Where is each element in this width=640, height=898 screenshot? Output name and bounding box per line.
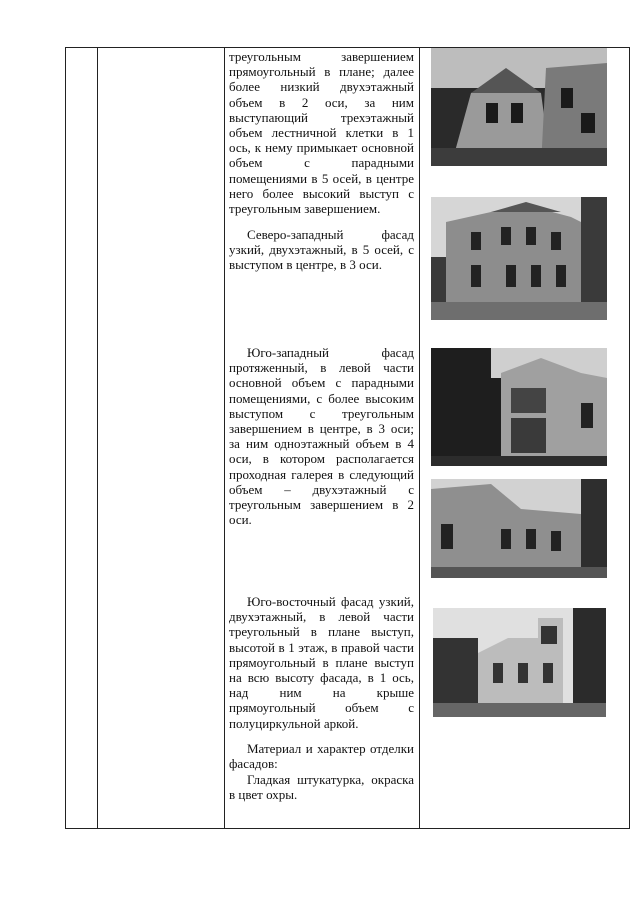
facade-paragraph-material-value: Гладкая штукатурка, окраска в цвет охры. bbox=[229, 772, 414, 803]
table-col-border-4 bbox=[419, 47, 420, 829]
facade-paragraph-continuation: треугольным завершением прямоугольный в плане; далее более низкий двухэтажный объем в 2 оси, за ним выступающий трехэтажный объем лестничной клетки в 1 ось, к нему примыкает основной объем с парадными помещениями в 5 осей, в центре него более высокий выступ с треугольным завершением. bbox=[229, 49, 414, 217]
facade-photo-5 bbox=[433, 608, 606, 717]
facade-paragraph-northwest: Северо-западный фасад узкий, двухэтажный, в 5 осей, с выступом в центре, в 3 оси. bbox=[229, 227, 414, 273]
table-bottom-border bbox=[65, 828, 630, 829]
table-col-border-1 bbox=[65, 47, 66, 829]
facade-paragraph-southwest: Юго-западный фасад протяженный, в левой части основной объем с парадными помещениями, с более высоким выступом с треугольным завершением в центре, в 3 оси; за ним одноэтажный объем в 4 оси, в котором располагается проходная галерея в следующий объем – двухэтажный с треугольным завершением в 2 оси. bbox=[229, 345, 414, 528]
facade-photo-2 bbox=[431, 197, 607, 320]
facade-photo-1 bbox=[431, 48, 607, 166]
table-col-border-5 bbox=[629, 47, 630, 829]
facade-paragraph-material-label: Материал и характер отделки фасадов: bbox=[229, 741, 414, 772]
facade-photo-3 bbox=[431, 348, 607, 466]
facade-paragraph-southeast: Юго-восточный фасад узкий, двухэтажный, в левой части треугольный в плане выступ, высотой в 1 этаж, в правой части прямоугольный в плане выступ на всю высоту фасада, в 1 ось, над ним на крыше прямоугольный объем с полуциркульной аркой. bbox=[229, 594, 414, 731]
table-col-border-3 bbox=[224, 47, 225, 829]
facade-photo-4 bbox=[431, 479, 607, 578]
table-col-border-2 bbox=[97, 47, 98, 829]
